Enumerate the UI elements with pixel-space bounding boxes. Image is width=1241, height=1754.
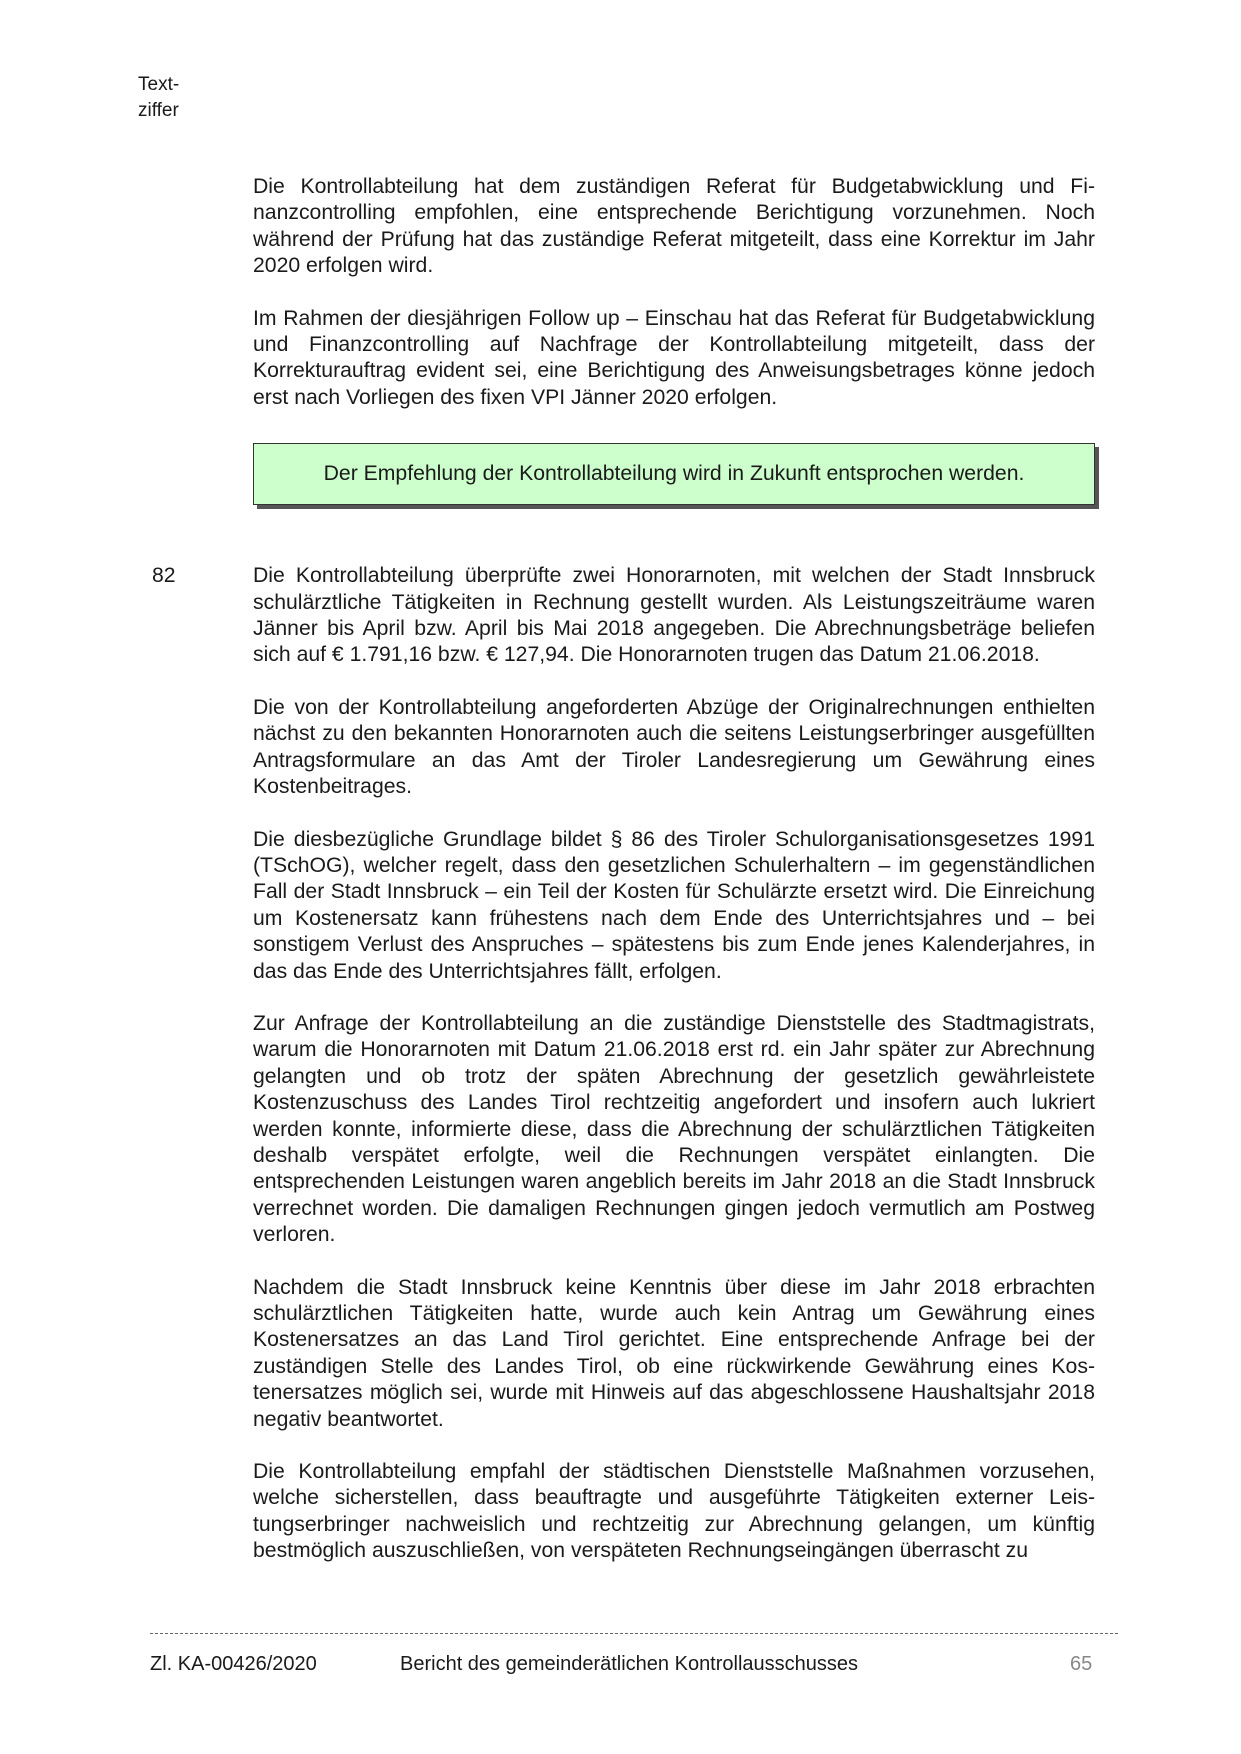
- section-paragraph-6: Die Kontrollabteilung empfahl der städtischen Dienststelle Maßnahmen vorzusehen, welche sicherstellen, dass beauftragte und ausgeführte Tätigkeiten externer Leistungserbringer nachweislich und rechtzeitig zur Abrechnung gelangen, um künftig bestmöglich auszuschließen, von verspäteten Rechnungseingängen überrascht zu: [253, 1460, 1095, 1563]
- footer-title: Bericht des gemeinderätlichen Kontrollausschusses: [400, 1653, 859, 1675]
- section-82: [152, 563, 1095, 1564]
- section-number: 82: [152, 564, 176, 588]
- section-paragraph-2: Die von der Kontrollabteilung angeforderten Abzüge der Originalrechnungen enthielten nächst zu den bekannten Honorarnoten auch die seitens Leistungserbringer ausgefüllten Antragsformulare an das Amt der Tiroler Landesregierung um Gewährung eines Kostenbeitrages.: [253, 695, 1095, 799]
- page-body: [152, 174, 1095, 1565]
- margin-label-textziffer: [138, 72, 208, 124]
- section-paragraph-5: Nachdem die Stadt Innsbruck keine Kenntnis über diese im Jahr 2018 erbrachten schulärztlichen Tätigkeiten hatte, wurde auch kein Antrag um Gewährung eines Kostenersatzes an das Land Tirol gerichtet. Eine entsprechende Anfrage bei der zuständigen Stelle des Landes Tirol, ob eine rückwirkende Gewährung eines Kostenersatzes möglich sei, wurde mit Hinweis auf das abgeschlossene Haushaltsjahr 2018 negativ beantwortet.: [253, 1275, 1095, 1431]
- margin-label-line-1: Text-: [138, 74, 180, 95]
- recommendation-callout: [253, 443, 1095, 505]
- page-number: 65: [1070, 1653, 1093, 1675]
- intro-paragraph-2: Im Rahmen der diesjährigen Follow up – Einschau hat das Referat für Budgetabwicklung und Finanzcontrolling auf Nachfrage der Kontrollabteilung mitgeteilt, dass der Korrekturauftrag evident sei, eine Berichtigung des Anweisungsbetrages könne jedoch erst nach Vorliegen des fixen VPI Jänner 2020 erfolgen.: [253, 306, 1095, 409]
- section-paragraph-1: Die Kontrollabteilung überprüfte zwei Honorarnoten, mit welchen der Stadt Innsbruck schulärztliche Tätigkeiten in Rechnung gestellt wurden. Als Leistungszeiträume waren Jänner bis April bzw. April bis Mai 2018 angegeben. Die Abrechnungsbeträge beliefen sich auf € 1.791,16 bzw. € 127,94. Die Honorarnoten trugen das Datum 21.06.2018.: [253, 564, 1095, 667]
- footer-reference: Zl. KA-00426/2020: [150, 1653, 317, 1675]
- intro-paragraph-1: Die Kontrollabteilung hat dem zuständigen Referat für Budgetabwicklung und Finanzcontrolling empfohlen, eine entsprechende Berichtigung vorzunehmen. Noch während der Prüfung hat das zuständige Referat mitgeteilt, dass eine Korrektur im Jahr 2020 erfolgen wird.: [253, 175, 1095, 278]
- margin-label-line-2: ziffer: [138, 100, 179, 121]
- callout-text: Der Empfehlung der Kontrollabteilung wird in Zukunft entsprochen werden.: [323, 462, 1025, 486]
- section-paragraph-3: Die diesbezügliche Grundlage bildet § 86 des Tiroler Schulorganisationsgesetzes 1991 (TSchOG), welcher regelt, dass den gesetzlichen Schulerhaltern – im gegenständlichen Fall der Stadt Innsbruck – ein Teil der Kosten für Schulärzte ersetzt wird. Die Einreichung um Kostenersatz kann frühestens nach dem Ende des Unterrichtsjahres und – bei sonstigem Verlust des Anspruches – spätestens bis zum Ende jenes Kalenderjahres, in das das Ende des Unterrichtsjahres fällt, erfolgen.: [253, 827, 1095, 983]
- footer-divider: [150, 1633, 1118, 1634]
- section-paragraph-4: Zur Anfrage der Kontrollabteilung an die zuständige Dienststelle des Stadtmagistrats, warum die Honorarnoten mit Datum 21.06.2018 erst rd. ein Jahr später zur Abrechnung gelangten und ob trotz der späten Abrechnung der gesetzlich gewährleistete Kostenzuschuss des Landes Tirol rechtzeitig angefordert und insofern auch lukriert werden konnte, informierte diese, dass die Abrechnung der schulärztlichen Tätigkeiten deshalb verspätet erfolgte, weil die Rechnungen verspätet einlangten. Die entsprechenden Leistungen waren angeblich bereits im Jahr 2018 an die Stadt Innsbruck verrechnet worden. Die damaligen Rechnungen gingen jedoch vermutlich am Postweg verloren.: [253, 1011, 1095, 1247]
